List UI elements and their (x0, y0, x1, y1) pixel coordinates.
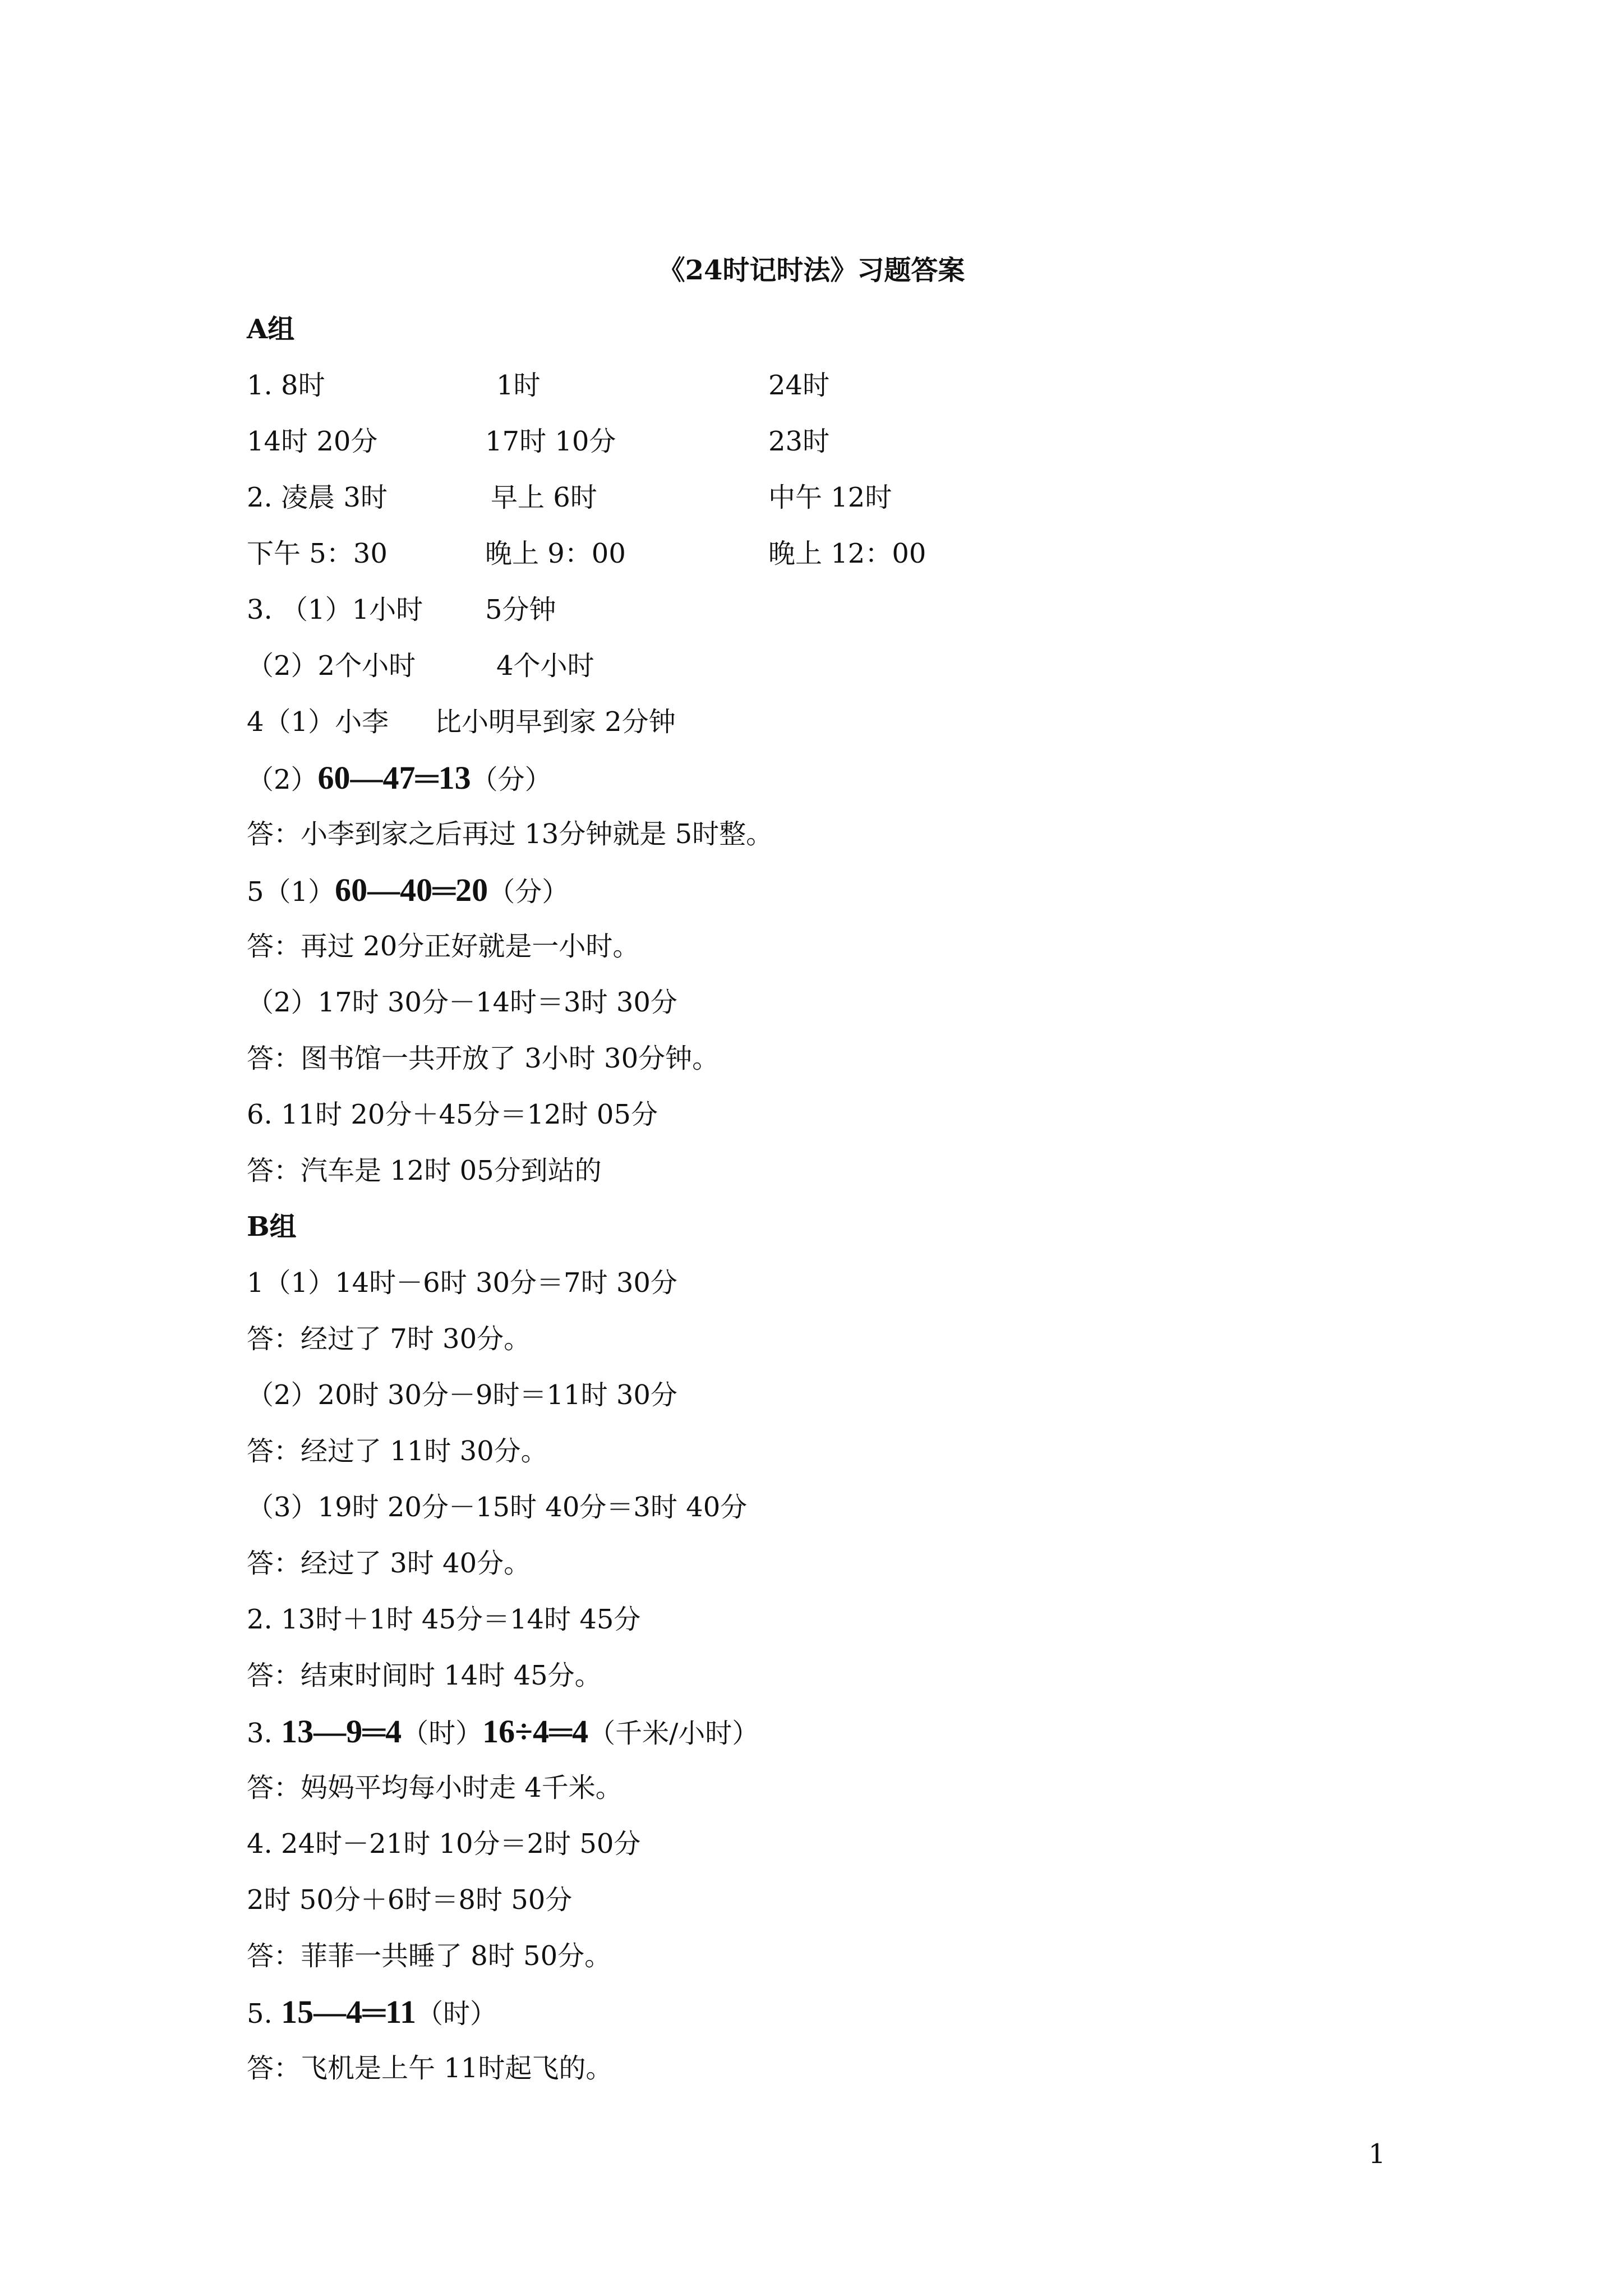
cell: 中午 12时 (768, 482, 892, 513)
cell: 下午 5：30 (247, 538, 388, 569)
answer-b4-step2: 2时 50分＋6时＝8时 50分 (247, 1884, 573, 1916)
answer-b5-statement: 答：飞机是上午 11时起飞的。 (247, 2053, 613, 2084)
group-a-heading: A组 (247, 314, 295, 345)
prefix: （2） (247, 764, 318, 795)
cell: 早上 6时 (491, 482, 597, 513)
group-b-heading: B组 (247, 1211, 297, 1243)
answer-b5 (247, 1995, 497, 2029)
answer-a6: 6. 11时 20分＋45分＝12时 05分 (247, 1099, 658, 1130)
cell: 2. 凌晨 3时 (247, 482, 388, 513)
unit: （分） (471, 764, 552, 795)
equation: 16÷4═4 (482, 1713, 589, 1750)
answer-a5-part2: （2）17时 30分－14时＝3时 30分 (247, 987, 677, 1018)
answer-b4-step1: 4. 24时－21时 10分＝2时 50分 (247, 1828, 641, 1860)
answer-b1-statement2: 答：经过了 11时 30分。 (247, 1435, 548, 1467)
prefix: 3. (247, 1718, 282, 1749)
answer-a4-part1 (247, 705, 1368, 739)
cell: 1时 (496, 370, 541, 401)
answer-b1-statement1: 答：经过了 7时 30分。 (247, 1323, 531, 1355)
answer-a2-row1 (247, 481, 1368, 514)
answer-b3 (247, 1715, 759, 1749)
unit: （千米/小时） (588, 1718, 759, 1749)
cell: （2）2个小时 (247, 650, 416, 682)
cell: 4（1）小李 (247, 706, 389, 738)
cell: 1. 8时 (247, 370, 325, 401)
answer-a5-statement2: 答：图书馆一共开放了 3小时 30分钟。 (247, 1043, 720, 1074)
answer-a4-part2 (247, 761, 552, 795)
answer-a6-statement: 答：汽车是 12时 05分到站的 (247, 1155, 602, 1186)
unit: （时） (416, 1998, 497, 2030)
answer-b1-part2: （2）20时 30分－9时＝11时 30分 (247, 1379, 677, 1411)
cell: 23时 (768, 426, 830, 457)
page-number: 1 (1368, 2138, 1386, 2170)
unit: （时） (402, 1718, 483, 1749)
answer-a3-part1 (247, 593, 1368, 627)
answer-b4-statement: 答：菲菲一共睡了 8时 50分。 (247, 1940, 612, 1972)
cell: 晚上 12：00 (768, 538, 926, 569)
answer-b2: 2. 13时＋1时 45分＝14时 45分 (247, 1604, 641, 1635)
cell: 24时 (768, 370, 830, 401)
answer-b2-statement: 答：结束时间时 14时 45分。 (247, 1660, 602, 1691)
answer-a3-part2 (247, 649, 1368, 683)
equation: 60—40═20 (335, 872, 488, 908)
cell: 4个小时 (496, 650, 594, 682)
answer-a4-statement: 答：小李到家之后再过 13分钟就是 5时整。 (247, 818, 773, 850)
answer-a1-row1 (247, 369, 1368, 402)
cell: 14时 20分 (247, 426, 378, 457)
answer-a5-part1 (247, 873, 569, 907)
answer-b3-statement: 答：妈妈平均每小时走 4千米。 (247, 1772, 623, 1803)
prefix: 5. (247, 1998, 282, 2030)
cell: 17时 10分 (485, 426, 616, 457)
cell: 3. （1）1小时 (247, 594, 423, 625)
unit: （分） (488, 876, 569, 908)
answer-a5-statement1: 答：再过 20分正好就是一小时。 (247, 931, 640, 962)
answer-a2-row2 (247, 537, 1368, 570)
equation: 15—4═11 (281, 1994, 416, 2030)
equation: 13—9═4 (281, 1713, 402, 1750)
answer-b1-part1: 1（1）14时－6时 30分＝7时 30分 (247, 1267, 677, 1299)
cell: 晚上 9：00 (485, 538, 626, 569)
equation: 60—47═13 (317, 760, 471, 796)
cell: 5分钟 (485, 594, 556, 625)
prefix: 5（1） (247, 876, 335, 908)
document-title: 《24时记时法》习题答案 (658, 255, 965, 286)
answer-b1-part3: （3）19时 20分－15时 40分＝3时 40分 (247, 1492, 748, 1523)
answer-a1-row2 (247, 425, 1368, 458)
cell: 比小明早到家 2分钟 (435, 706, 676, 738)
answer-b1-statement3: 答：经过了 3时 40分。 (247, 1548, 531, 1579)
